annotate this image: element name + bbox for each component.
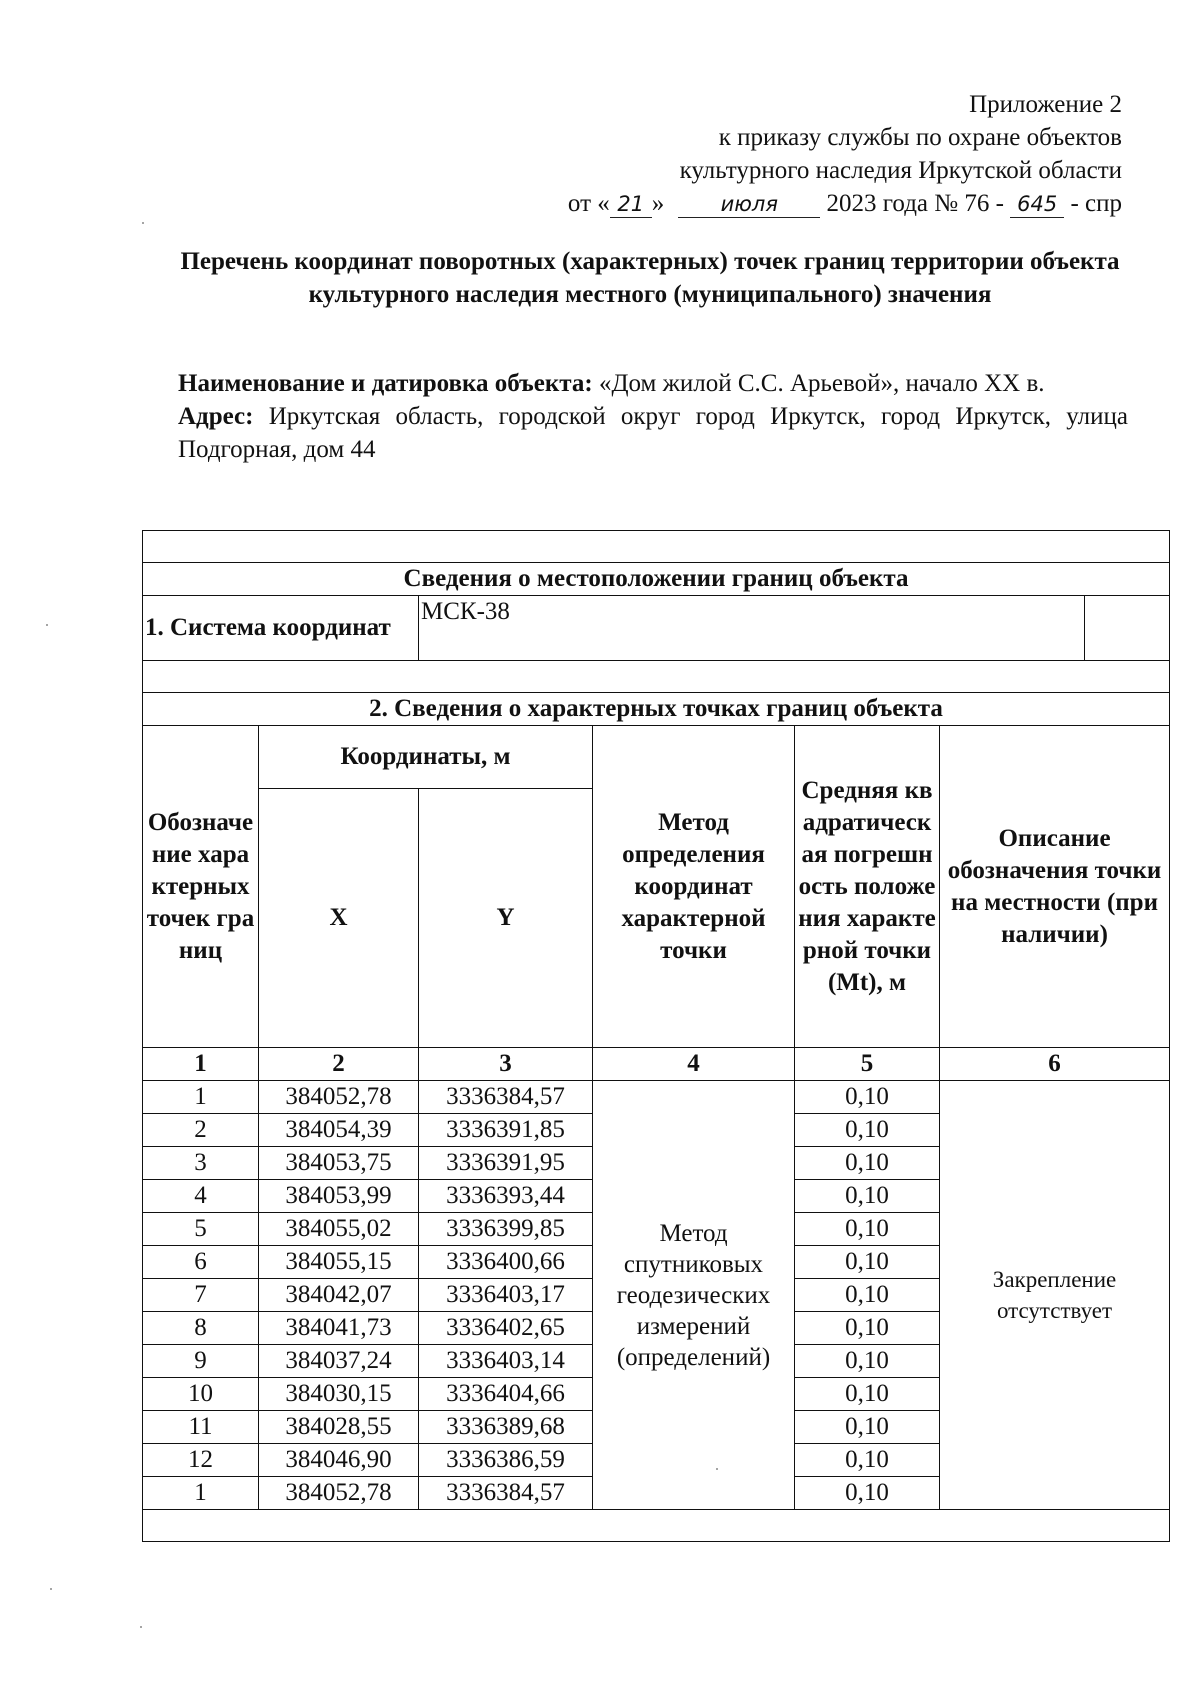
column-number-row bbox=[143, 1048, 1170, 1081]
mt-value: 0,10 bbox=[795, 1378, 940, 1411]
mt-value: 0,10 bbox=[795, 1147, 940, 1180]
object-address-value: Иркутская область, городской округ город Иркутск, город Иркутск, улица Подгорная, дом 44 bbox=[178, 403, 1129, 463]
method-cell: Метод спутниковых геодезических измерений (определений) bbox=[593, 1081, 795, 1510]
data-rows bbox=[143, 1081, 1170, 1510]
description-cell: Закрепление отсутствует bbox=[940, 1081, 1170, 1510]
header-method: Метод определения координат характерной точки bbox=[593, 726, 795, 1048]
col-number-5: 5 bbox=[795, 1048, 940, 1081]
coord-system-tail bbox=[1084, 596, 1169, 660]
object-address-label: Адрес: bbox=[178, 403, 254, 430]
table-blank-row-mid bbox=[143, 661, 1170, 693]
coord-system-label: 1. Система координат bbox=[143, 596, 419, 661]
coord-x: 384030,15 bbox=[259, 1378, 419, 1411]
point-id: 12 bbox=[143, 1444, 259, 1477]
point-id: 5 bbox=[143, 1213, 259, 1246]
header-y: Y bbox=[419, 789, 593, 1048]
table-row bbox=[143, 1081, 1170, 1114]
coord-y: 3336400,66 bbox=[419, 1246, 593, 1279]
coord-x: 384053,99 bbox=[259, 1180, 419, 1213]
coord-x: 384055,15 bbox=[259, 1246, 419, 1279]
coord-y: 3336389,68 bbox=[419, 1411, 593, 1444]
points-title: 2. Сведения о характерных точках границ объекта bbox=[143, 693, 1170, 726]
point-id: 9 bbox=[143, 1345, 259, 1378]
point-id: 8 bbox=[143, 1312, 259, 1345]
mt-value: 0,10 bbox=[795, 1411, 940, 1444]
scan-speck bbox=[142, 222, 144, 224]
mt-value: 0,10 bbox=[795, 1081, 940, 1114]
table-blank-row-bottom bbox=[143, 1510, 1170, 1542]
approval-block bbox=[568, 88, 1122, 220]
coord-y: 3336391,85 bbox=[419, 1114, 593, 1147]
scan-speck bbox=[46, 624, 48, 626]
point-id: 2 bbox=[143, 1114, 259, 1147]
header-coords: Координаты, м bbox=[259, 726, 593, 789]
coord-x: 384053,75 bbox=[259, 1147, 419, 1180]
coord-y: 3336384,57 bbox=[419, 1081, 593, 1114]
object-name-value: «Дом жилой С.С. Арьевой», начало XX в. bbox=[598, 370, 1045, 397]
order-suffix: - спр bbox=[1070, 190, 1122, 217]
mt-value: 0,10 bbox=[795, 1114, 940, 1147]
scan-speck bbox=[140, 1626, 142, 1628]
col-number-1: 1 bbox=[143, 1048, 259, 1081]
document-title: Перечень координат поворотных (характерных) точек границ территории объекта культурного наследия местного (муниципального) значения bbox=[180, 248, 1120, 308]
point-id: 3 bbox=[143, 1147, 259, 1180]
header-error: Средняя квадратическая погрешность положения характерной точки (Mt), м bbox=[795, 726, 940, 1048]
coord-x: 384055,02 bbox=[259, 1213, 419, 1246]
mt-value: 0,10 bbox=[795, 1312, 940, 1345]
point-id: 4 bbox=[143, 1180, 259, 1213]
coord-y: 3336402,65 bbox=[419, 1312, 593, 1345]
mt-value: 0,10 bbox=[795, 1444, 940, 1477]
object-address bbox=[178, 400, 1128, 466]
order-reference: к приказу службы по охране объектов bbox=[718, 124, 1122, 151]
coord-y: 3336393,44 bbox=[419, 1180, 593, 1213]
col-number-2: 2 bbox=[259, 1048, 419, 1081]
point-id: 1 bbox=[143, 1477, 259, 1510]
header-row-1 bbox=[143, 726, 1170, 789]
coord-y: 3336384,57 bbox=[419, 1477, 593, 1510]
coord-system-cell bbox=[419, 596, 1170, 661]
section-title-row bbox=[143, 563, 1170, 596]
header-x: X bbox=[259, 789, 419, 1048]
coord-system-value: МСК-38 bbox=[421, 598, 510, 625]
col-number-6: 6 bbox=[940, 1048, 1170, 1081]
mt-value: 0,10 bbox=[795, 1279, 940, 1312]
coord-x: 384042,07 bbox=[259, 1279, 419, 1312]
coord-y: 3336403,17 bbox=[419, 1279, 593, 1312]
object-name-label: Наименование и датировка объекта: bbox=[178, 370, 593, 397]
appendix-label: Приложение 2 bbox=[969, 91, 1122, 118]
coord-x: 384052,78 bbox=[259, 1477, 419, 1510]
header-point: Обозначение характерных точек границ bbox=[143, 726, 259, 1048]
section-title: Сведения о местоположении границ объекта bbox=[143, 563, 1170, 596]
handwritten-order-number: 645 bbox=[1010, 191, 1064, 218]
coord-y: 3336391,95 bbox=[419, 1147, 593, 1180]
point-id: 7 bbox=[143, 1279, 259, 1312]
coord-x: 384037,24 bbox=[259, 1345, 419, 1378]
coord-y: 3336403,14 bbox=[419, 1345, 593, 1378]
object-info bbox=[178, 367, 1128, 466]
mt-value: 0,10 bbox=[795, 1477, 940, 1510]
scan-speck bbox=[50, 1588, 52, 1590]
scan-speck bbox=[716, 1468, 718, 1470]
point-id: 1 bbox=[143, 1081, 259, 1114]
coord-y: 3336399,85 bbox=[419, 1213, 593, 1246]
order-authority: культурного наследия Иркутской области bbox=[679, 157, 1122, 184]
handwritten-day: 21 bbox=[610, 191, 652, 218]
order-year-text: 2023 года № 76 - bbox=[826, 190, 1004, 217]
coordinates-table bbox=[142, 530, 1170, 1542]
mt-value: 0,10 bbox=[795, 1213, 940, 1246]
coord-x: 384028,55 bbox=[259, 1411, 419, 1444]
point-id: 6 bbox=[143, 1246, 259, 1279]
coord-x: 384041,73 bbox=[259, 1312, 419, 1345]
points-title-row bbox=[143, 693, 1170, 726]
col-number-4: 4 bbox=[593, 1048, 795, 1081]
object-name bbox=[178, 367, 1128, 400]
coord-x: 384052,78 bbox=[259, 1081, 419, 1114]
coord-x: 384046,90 bbox=[259, 1444, 419, 1477]
col-number-3: 3 bbox=[419, 1048, 593, 1081]
from-prefix: от « bbox=[567, 190, 610, 217]
mt-value: 0,10 bbox=[795, 1345, 940, 1378]
point-id: 10 bbox=[143, 1378, 259, 1411]
table-blank-row-top bbox=[143, 531, 1170, 563]
coord-x: 384054,39 bbox=[259, 1114, 419, 1147]
mt-value: 0,10 bbox=[795, 1246, 940, 1279]
order-date-line bbox=[568, 187, 1122, 220]
handwritten-month: июля bbox=[678, 191, 820, 218]
coord-y: 3336404,66 bbox=[419, 1378, 593, 1411]
point-id: 11 bbox=[143, 1411, 259, 1444]
quote-close: » bbox=[651, 190, 665, 217]
coord-system-row bbox=[143, 596, 1170, 661]
mt-value: 0,10 bbox=[795, 1180, 940, 1213]
coord-y: 3336386,59 bbox=[419, 1444, 593, 1477]
header-description: Описание обозначения точки на местности (при наличии) bbox=[940, 726, 1170, 1048]
